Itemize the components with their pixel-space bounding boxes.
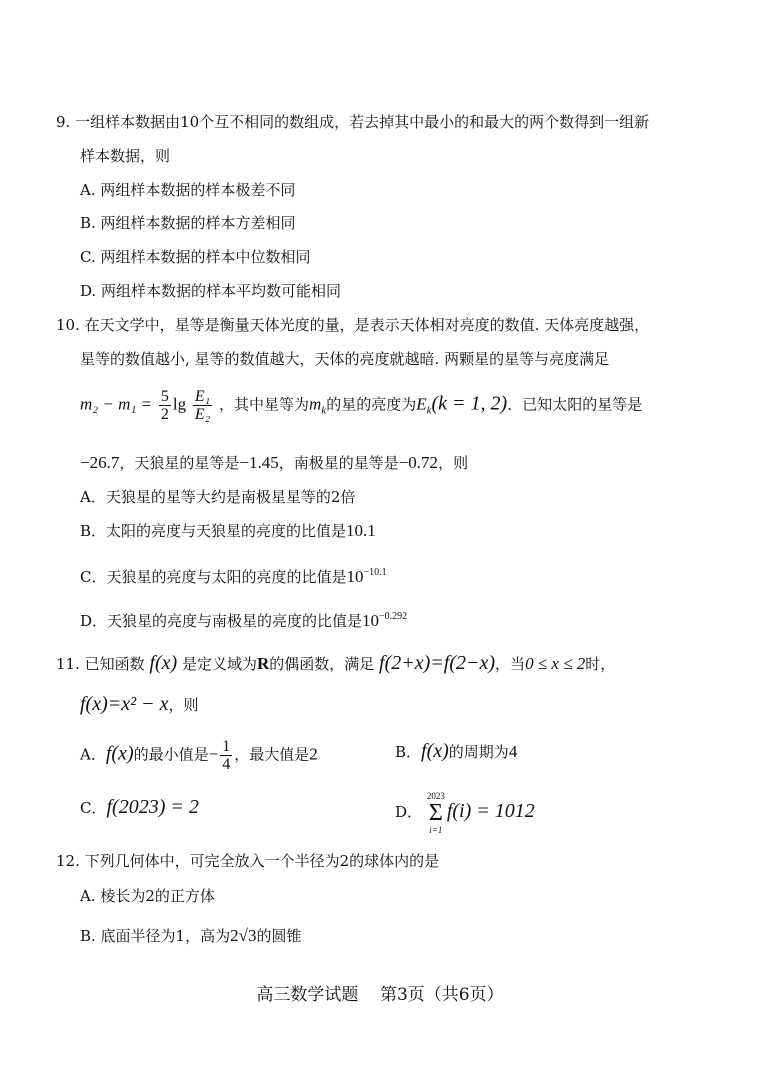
k-range: (k = 1, 2) [431,392,508,415]
q10-option-d [80,606,407,632]
function-fx: f(x) [149,652,178,674]
expression: f(2023) = 2 [106,796,199,818]
power-base: 10 [346,567,364,586]
q10-stem-line4 [80,452,468,474]
q11-option-c [80,796,199,819]
fraction-numerator: 1 [222,738,231,755]
q11-stem-line1 [56,652,615,675]
period-value: 4 [508,742,518,761]
height-value: 2√3 [230,926,257,945]
power-exponent: −10.1 [363,567,387,578]
q10-option-c [80,562,387,588]
symmetry-condition: f(2+x)=f(2−x) [379,652,496,674]
q10-formula-line [80,388,642,423]
option-label: C． [80,799,107,817]
text: 11. 已知函数 [56,655,145,673]
text: 的最小值是 [133,745,209,764]
option-text: C．天狼星的亮度与太阳的亮度的比值是 [80,568,347,586]
expression: f(i) = 1012 [446,800,535,822]
brightness-symbol: E [416,394,427,414]
formula-text: ，其中星等为 [219,395,310,414]
max-value: 2 [309,744,318,764]
text: 时， [585,655,616,673]
magnitude-symbol: m [309,394,322,414]
formula-text-2: 的星的亮度为 [326,395,417,414]
sun-magnitude: −26.7 [80,453,120,472]
text: 的偶函数，满足 [269,655,375,673]
text: ，则 [168,696,199,714]
q9-option-c: C. 两组样本数据的样本中位数相同 [80,248,311,266]
subscript-k: k [321,404,327,417]
summation-symbol: 2023 Σ i=1 [426,791,445,835]
domain-range: 0 ≤ x ≤ 2 [525,654,586,673]
power-exponent: −0.292 [379,611,408,622]
q10-option-b [80,520,376,542]
minus-sign: − [208,744,219,764]
option-text: B. 底面半径为1，高为 [80,927,231,945]
option-text: D．天狼星的亮度与南极星的亮度的比值是 [80,612,363,630]
fraction-five-halves [159,388,171,423]
function-fx: f(x) [105,742,134,765]
magnitude-formula-lhs: m₂ − m₁ = [80,394,153,414]
fraction-denominator: E₂ [194,406,211,423]
sum-lower-limit: i=1 [429,825,443,835]
fraction-brightness-ratio [193,388,212,423]
q11-option-a [80,738,318,773]
option-label: D． [395,803,423,821]
q9-stem-line1: 9. 一组样本数据由10个互不相同的数组成，若去掉其中最小的和最大的两个数得到一组新 [56,113,650,131]
subscript-k: k [426,404,432,417]
sum-upper-limit: 2023 [426,791,445,801]
option-label: B． [395,743,422,761]
text: ，南极星的星等是 [278,454,399,472]
text: ，天狼星的星等是 [119,454,240,472]
text: 是定义域为 [181,655,257,673]
page-footer: 高三数学试题 第3页（共6页） [256,985,504,1005]
fraction-denominator: 4 [222,756,231,773]
q12-option-b [80,925,301,947]
function-definition: f(x)=x² − x [80,693,169,715]
text: 的周期为 [448,743,509,761]
polaris-magnitude: −0.72 [398,453,439,472]
q12-stem: 12. 下列几何体中，可完全放入一个半径为2的球体内的是 [56,852,440,870]
fraction-one-quarter [220,738,232,773]
q11-option-b [395,740,517,763]
fraction-numerator: E₁ [194,388,211,405]
formula-tail: ．已知太阳的星等是 [507,395,643,414]
q11-option-d [395,790,535,836]
function-fx: f(x) [421,740,449,762]
q10-stem-line2: 星等的数值越小, 星等的数值越大，天体的亮度就越暗. 两颗星的星等与亮度满足 [80,350,610,368]
fraction-denominator: 2 [160,406,169,423]
option-label: A． [80,745,106,764]
fraction-numerator: 5 [160,388,169,405]
q9-option-b: B. 两组样本数据的样本方差相同 [80,214,296,232]
text: ，当 [495,655,526,673]
lg-symbol: lg [172,394,187,414]
power-base: 10 [362,611,380,630]
text: ，最大值是 [234,745,310,764]
text: ，则 [438,454,469,472]
q9-stem-line2: 样本数据，则 [80,147,171,165]
q12-option-a: A. 棱长为2的正方体 [80,887,215,905]
option-value: 10.1 [346,521,376,540]
q10-stem-line1: 10. 在天文学中，星等是衡量天体光度的量，是表示天体相对亮度的数值. 天体亮度越强， [56,316,650,334]
q10-option-a: A．天狼星的星等大约是南极星星等的2倍 [80,488,356,506]
q9-option-a: A. 两组样本数据的样本极差不同 [80,181,296,199]
option-text: 的圆锥 [256,927,302,945]
sirius-magnitude: −1.45 [239,453,279,472]
real-numbers-symbol: R [256,654,270,673]
q11-stem-line2 [80,693,199,716]
option-text: B．太阳的亮度与天狼星的亮度的比值是 [80,522,347,540]
q9-option-d: D. 两组样本数据的样本平均数可能相同 [80,282,342,300]
